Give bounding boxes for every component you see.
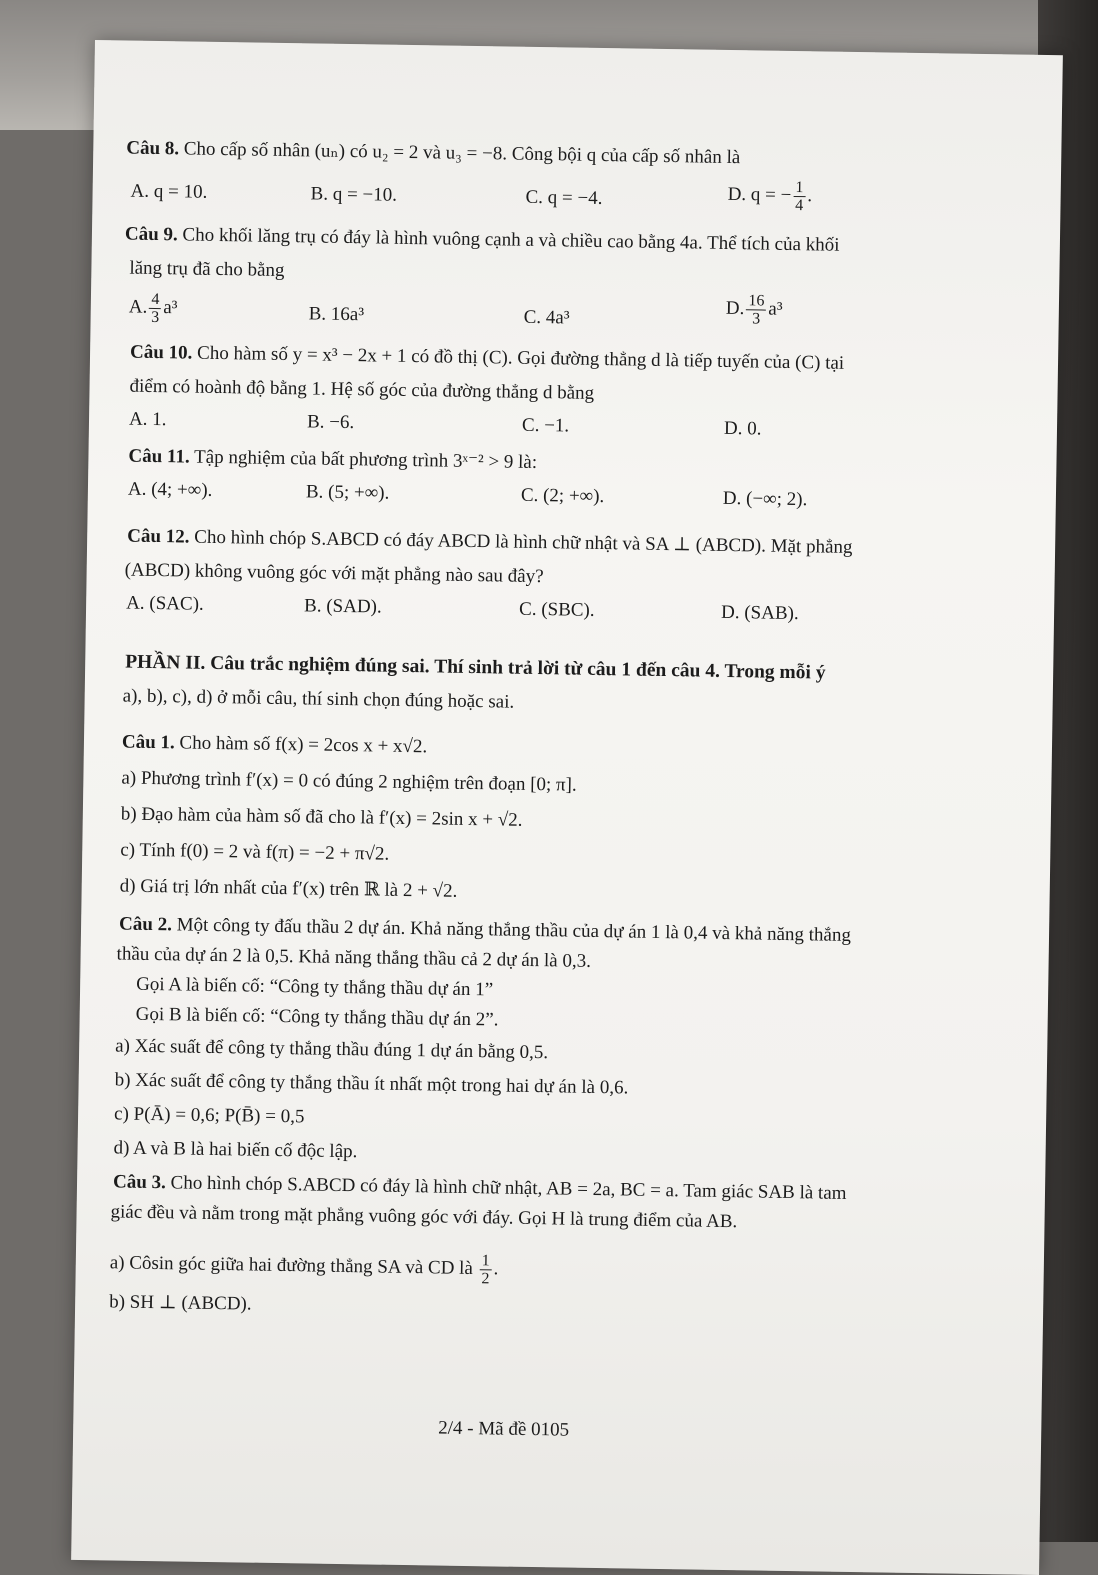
question-12: [127, 525, 853, 560]
part2-question-1-d: d) Giá trị lớn nhất của f′(x) trên ℝ là 2 + √2.: [119, 875, 458, 902]
question-10-option-a: A. 1.: [128, 408, 167, 431]
part2-question-2-label: Câu 2.: [118, 913, 173, 936]
part2-question-2: [119, 912, 851, 947]
question-8-option-d-fraction: $\frac{1}{4}$: [795, 179, 804, 215]
question-12-option-d: D. (SAB).: [720, 601, 799, 625]
question-9-option-b: B. 16a³: [308, 303, 365, 326]
page-footer: 2/4 - Mã đề 0105: [438, 1417, 570, 1441]
question-10: [130, 341, 844, 376]
part2-question-3-a-fraction: $\frac{1}{2}$: [481, 1252, 490, 1288]
part2-question-3-a: a) Côsin góc giữa hai đường thẳng SA và CD là $\frac{1}{2}$ .: [109, 1252, 499, 1288]
question-12-text: Cho hình chóp S.ABCD có đáy ABCD là hình chữ nhật và SA ⊥ (ABCD). Mặt phẳng: [194, 526, 853, 558]
question-12-label: Câu 12.: [127, 525, 190, 548]
part2-question-2-def-b: Gọi B là biến cố: “Công ty thắng thầu dự án 2”.: [135, 1003, 499, 1031]
question-8-option-c: C. q = −4.: [525, 186, 603, 209]
question-10-option-d: D. 0.: [723, 417, 762, 440]
part2-question-3-b: b) SH ⊥ (ABCD).: [109, 1291, 252, 1315]
part2-question-1: [122, 731, 428, 760]
part2-question-2-b: b) Xác suất để công ty thắng thầu ít nhất một trong hai dự án là 0,6.: [114, 1069, 629, 1099]
question-10-text-cont: điểm có hoành độ bằng 1. Hệ số góc của đường thẳng d bằng: [129, 375, 595, 404]
part2-question-3-label: Câu 3.: [112, 1171, 167, 1194]
part2-question-1-b: b) Đạo hàm của hàm số đã cho là f′(x) = 2sin x + √2.: [120, 803, 523, 831]
part2-question-2-d: d) A và B là hai biến cố độc lập.: [113, 1137, 358, 1163]
question-8-option-a: A. q = 10.: [130, 180, 208, 203]
question-11-option-b: B. (5; +∞).: [305, 481, 390, 504]
question-11: [128, 445, 537, 475]
question-8-text: Cho cấp số nhân (uₙ) có u₂ = 2 và u₃ = −8. Công bội q của cấp số nhân là: [183, 138, 741, 169]
part2-question-1-text: Cho hàm số f(x) = 2cos x + x√2.: [179, 732, 428, 758]
question-10-label: Câu 10.: [129, 341, 193, 364]
question-11-option-d: D. (−∞; 2).: [722, 487, 808, 511]
question-8: [126, 137, 740, 171]
question-10-option-c: C. −1.: [521, 414, 570, 437]
question-10-option-b: B. −6.: [306, 411, 355, 434]
part-2-heading: PHẦN II. Câu trắc nghiệm đúng sai. Thí sinh trả lời từ câu 1 đến câu 4. Trong mỗi ý: [125, 651, 826, 684]
question-11-option-c: C. (2; +∞).: [520, 484, 605, 508]
question-9-text-cont: lăng trụ đã cho bằng: [129, 257, 285, 282]
question-8-label: Câu 8.: [126, 137, 180, 160]
part2-question-2-text-cont: thầu của dự án 2 là 0,5. Khả năng thắng thầu cả 2 dự án là 0,3.: [116, 943, 592, 972]
part2-question-2-c: c) P(Ā) = 0,6; P(B̄) = 0,5: [113, 1103, 305, 1128]
question-9-text: Cho khối lăng trụ có đáy là hình vuông cạnh a và chiều cao bằng 4a. Thể tích của khối: [182, 224, 840, 256]
part2-question-3-text: Cho hình chóp S.ABCD có đáy là hình chữ nhật, AB = 2a, BC = a. Tam giác SAB là tam: [170, 1172, 847, 1204]
question-9-option-a: A. $\frac{4}{3}$ a³: [128, 290, 178, 327]
part2-question-2-text: Một công ty đấu thầu 2 dự án. Khả năng thắng thầu của dự án 1 là 0,4 và khả năng thắng: [176, 914, 852, 946]
question-9: [125, 222, 840, 257]
question-9-option-d: D. $\frac{16}{3}$ a³: [725, 292, 783, 328]
question-8-option-d-prefix: D. q = −: [727, 183, 792, 206]
part2-question-1-c: c) Tính f(0) = 2 và f(π) = −2 + π√2.: [120, 839, 390, 865]
question-11-option-a: A. (4; +∞).: [127, 478, 213, 501]
part-2-instructions: a), b), c), d) ở mỗi câu, thí sinh chọn đúng hoặc sai.: [122, 685, 515, 713]
part2-question-2-a: a) Xác suất để công ty thắng thầu đúng 1 dự án bằng 0,5.: [115, 1035, 549, 1064]
part2-question-1-a: a) Phương trình f′(x) = 0 có đúng 2 nghiệm trên đoạn [0; π].: [121, 767, 577, 796]
question-11-label: Câu 11.: [128, 445, 190, 468]
part2-question-3-text-cont: giác đều và nằm trong mặt phẳng vuông góc với đáy. Gọi H là trung điểm của AB.: [110, 1201, 738, 1233]
question-12-text-cont: (ABCD) không vuông góc với mặt phẳng nào sau đây?: [124, 559, 544, 588]
question-12-option-a: A. (SAC).: [125, 592, 204, 615]
exam-page: [71, 40, 1063, 1575]
part2-question-1-label: Câu 1.: [121, 731, 175, 754]
part2-question-3: [113, 1170, 847, 1206]
question-9-option-c: C. 4a³: [523, 306, 570, 329]
question-12-option-b: B. (SAD).: [303, 595, 382, 618]
question-9-label: Câu 9.: [124, 223, 178, 246]
question-8-option-d: D. q = − $\frac{1}{4}$ .: [727, 179, 813, 215]
question-8-option-b: B. q = −10.: [310, 183, 398, 206]
part2-question-2-def-a: Gọi A là biến cố: “Công ty thắng thầu dự án 1”: [136, 973, 494, 1001]
question-11-text: Tập nghiệm của bất phương trình 3ˣ⁻² > 9 là:: [193, 446, 538, 473]
question-10-text: Cho hàm số y = x³ − 2x + 1 có đồ thị (C). Gọi đường thẳng d là tiếp tuyến của (C) tại: [196, 342, 845, 374]
question-12-option-c: C. (SBC).: [518, 598, 595, 621]
